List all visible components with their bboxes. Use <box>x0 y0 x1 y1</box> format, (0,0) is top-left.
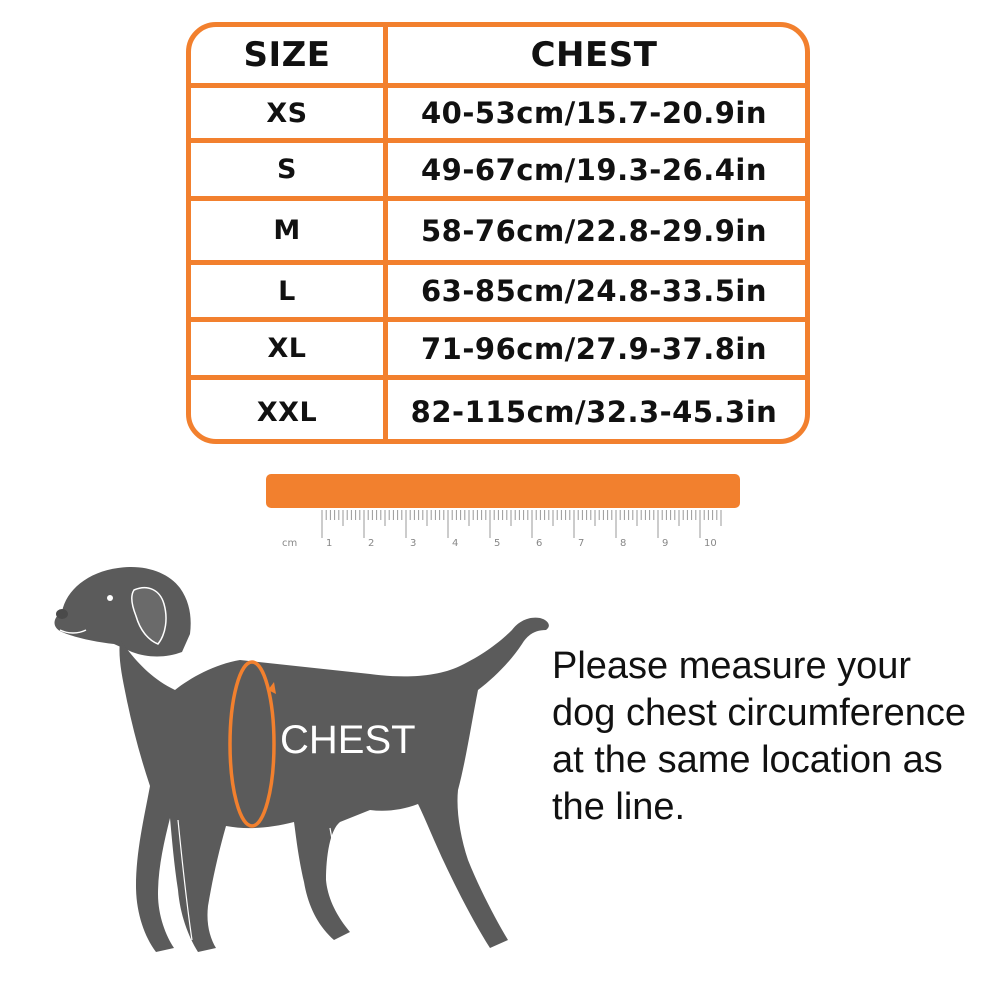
ruler-number: 9 <box>662 538 669 549</box>
row-chest: 49-67cm/19.3-26.4in <box>421 152 767 187</box>
ruler-ticks <box>322 510 721 538</box>
ruler-number: 4 <box>452 538 459 549</box>
table-row <box>191 322 805 375</box>
row-chest: 63-85cm/24.8-33.5in <box>421 274 767 308</box>
row-size: XS <box>266 97 308 129</box>
measuring-tape-bar <box>266 474 740 508</box>
row-chest: 40-53cm/15.7-20.9in <box>421 96 767 130</box>
table-divider <box>191 317 805 322</box>
ruler <box>278 506 728 550</box>
dog-eye <box>107 595 113 601</box>
table-column-divider <box>383 27 388 439</box>
dog-chest-label: CHEST <box>280 718 416 762</box>
table-divider <box>191 196 805 201</box>
row-size: L <box>278 275 296 307</box>
instruction-line: dog chest circumference <box>552 692 966 734</box>
ruler-number: 2 <box>368 538 375 549</box>
table-header-row <box>191 27 805 83</box>
row-size: M <box>273 215 301 246</box>
row-chest: 82-115cm/32.3-45.3in <box>410 395 778 429</box>
row-chest: 58-76cm/22.8-29.9in <box>421 213 767 248</box>
table-divider <box>191 375 805 380</box>
header-chest: CHEST <box>530 35 658 75</box>
instruction-line: at the same location as <box>552 739 943 781</box>
instruction-line: Please measure your <box>552 645 912 687</box>
ruler-number: 8 <box>620 538 627 549</box>
table-divider <box>191 260 805 265</box>
table-row <box>191 143 805 196</box>
table-divider <box>191 83 805 88</box>
table-divider <box>191 138 805 143</box>
instruction-line: the line. <box>552 786 686 828</box>
row-size: XXL <box>256 396 318 428</box>
ruler-unit: cm <box>282 538 298 549</box>
ruler-number: 5 <box>494 538 501 549</box>
table-row <box>191 88 805 138</box>
header-size: SIZE <box>243 35 331 75</box>
measure-instructions <box>552 643 992 831</box>
ruler-number: 10 <box>704 538 717 549</box>
table-row <box>191 265 805 317</box>
size-chart-table <box>186 22 810 444</box>
ruler-number: 7 <box>578 538 585 549</box>
table-row <box>191 380 805 444</box>
ruler-number: 6 <box>536 538 543 549</box>
ruler-number: 1 <box>326 538 333 549</box>
ruler-number: 3 <box>410 538 417 549</box>
row-chest: 71-96cm/27.9-37.8in <box>421 331 767 366</box>
dog-nose <box>56 609 68 619</box>
ruler-numbers <box>326 538 717 549</box>
row-size: XL <box>267 333 307 364</box>
row-size: S <box>277 154 297 185</box>
table-row <box>191 201 805 260</box>
